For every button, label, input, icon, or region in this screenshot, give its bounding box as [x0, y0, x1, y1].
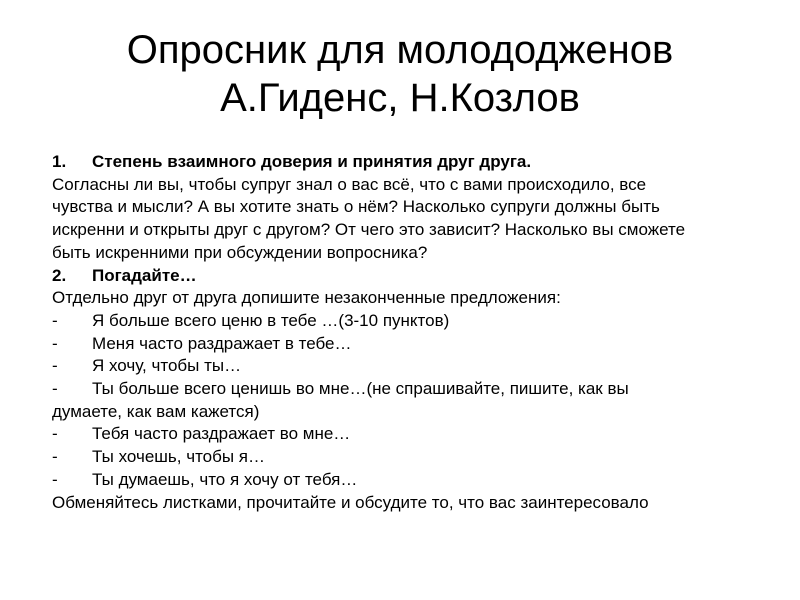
list-item-text: Ты думаешь, что я хочу от тебя… [92, 469, 358, 489]
list-dash: - [52, 356, 58, 376]
list-item [52, 333, 762, 356]
list-item-continuation: думаете, как вам кажется) [52, 401, 260, 421]
list-item [52, 446, 762, 469]
slide-body [52, 151, 762, 514]
title-line-2: А.Гиденс, Н.Козлов [220, 76, 580, 120]
list-item [52, 469, 762, 492]
section-1-heading-text: Степень взаимного доверия и принятия друг друга. [92, 152, 532, 171]
section-1-text-line: Согласны ли вы, чтобы супруг знал о вас всё, что с вами происходило, все [52, 174, 647, 194]
section-2-heading-text: Погадайте… [92, 265, 197, 285]
list-item-text: Ты хочешь, чтобы я… [92, 447, 266, 467]
list-item-text: Меня часто раздражает в тебе… [92, 333, 352, 353]
title-line-1: Опросник для молододженов [126, 28, 674, 72]
section-1-heading [52, 151, 762, 174]
list-dash: - [52, 447, 58, 467]
section-1-number: 1. [52, 152, 67, 171]
section-2-heading [52, 265, 762, 288]
list-item [52, 378, 762, 401]
section-2-intro: Отдельно друг от друга допишите незаконченные предложения: [52, 288, 561, 308]
slide-title [0, 26, 800, 122]
section-1-text-line: искренни и открыты друг с другом? От чего это зависит? Насколько вы сможете [52, 220, 686, 240]
section-1-text-line: быть искренними при обсуждении вопросника? [52, 242, 428, 262]
list-item-text: Я хочу, чтобы ты… [92, 356, 242, 376]
list-item [52, 355, 762, 378]
list-dash: - [52, 424, 58, 444]
list-dash: - [52, 310, 58, 330]
list-item-text: Ты больше всего ценишь во мне…(не спрашивайте, пишите, как вы [92, 379, 629, 399]
section-2-number: 2. [52, 265, 67, 285]
list-item [52, 310, 762, 333]
list-dash: - [52, 333, 58, 353]
list-item [52, 423, 762, 446]
list-item-text: Я больше всего ценю в тебе …(3-10 пунктов) [92, 310, 450, 330]
list-dash: - [52, 469, 58, 489]
section-1-text-line: чувства и мысли? А вы хотите знать о нём? Насколько супруги должны быть [52, 197, 660, 217]
list-dash: - [52, 379, 58, 399]
closing-text: Обменяйтесь листками, прочитайте и обсудите то, что вас заинтересовало [52, 492, 649, 512]
list-item-text: Тебя часто раздражает во мне… [92, 424, 351, 444]
